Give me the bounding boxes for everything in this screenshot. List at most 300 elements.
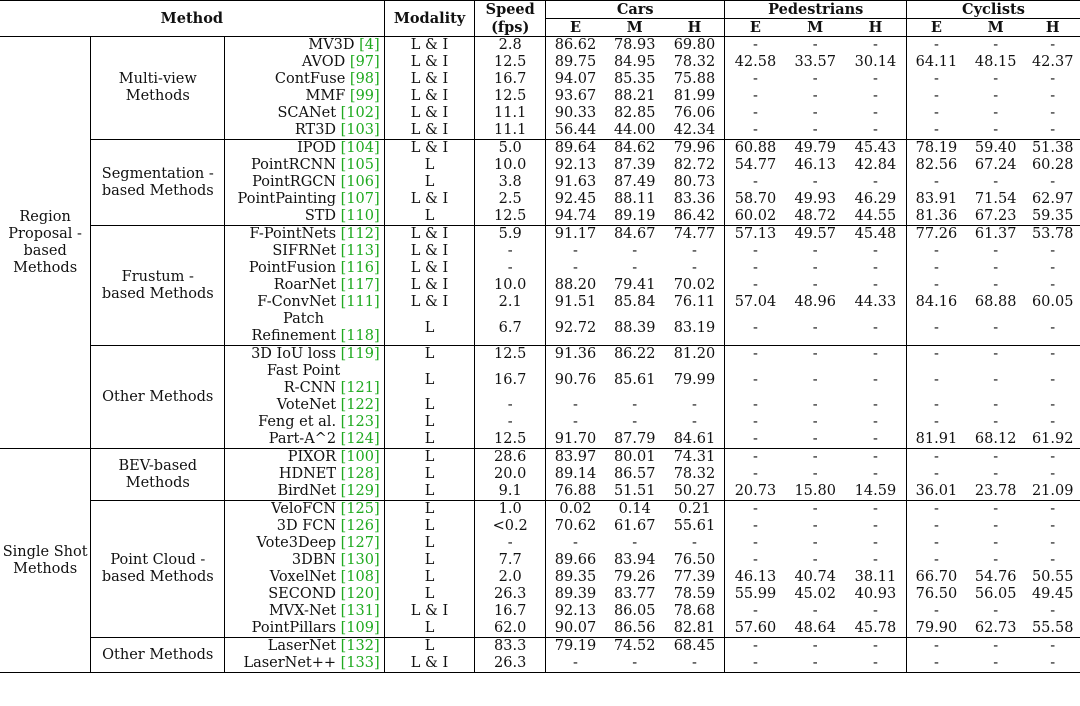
value-cell: - (933, 243, 939, 259)
value-cell: - (993, 174, 999, 190)
value-cell: - (812, 603, 818, 619)
method-name-text: PointRGCN (252, 174, 341, 190)
value-cell: - (1050, 552, 1056, 568)
table-row (0, 449, 1080, 467)
value-cell: 86.56 (613, 620, 656, 636)
method-reference-link: [133] (340, 655, 380, 671)
value-cell: - (993, 552, 999, 568)
value-cell: - (1025, 346, 1080, 364)
value-cell: - (845, 243, 907, 260)
cars-header: Cars (545, 1, 724, 19)
value-cell: 54.76 (974, 569, 1017, 585)
modality-cell: L (384, 518, 475, 535)
modality-cell: L & I (384, 122, 475, 140)
value-cell: 33.57 (794, 54, 836, 70)
value-cell: - (812, 71, 818, 87)
speed-cell: 1.0 (475, 501, 546, 519)
value-cell: - (632, 535, 638, 551)
method-name (225, 226, 384, 244)
subgroup-label: Segmentation -based Methods (91, 140, 225, 226)
method-reference-link: [108] (340, 569, 380, 585)
method-reference-link: [106] (340, 174, 380, 190)
value-cell: - (845, 449, 907, 467)
value-cell: 61.92 (1031, 431, 1074, 447)
modality-cell: L (384, 586, 475, 603)
value-cell: 64.11 (915, 54, 958, 70)
modality-cell: L (384, 638, 475, 656)
modality-cell: L (384, 535, 475, 552)
value-cell: 53.78 (1025, 226, 1080, 244)
value-cell: 55.99 (734, 586, 777, 602)
speed-cell: 5.0 (475, 140, 546, 158)
method-name-text: ContFuse (274, 71, 350, 87)
value-cell: 91.70 (554, 431, 597, 447)
value-cell: - (605, 655, 664, 673)
value-cell: 69.80 (664, 37, 725, 55)
value-cell: - (933, 414, 939, 430)
value-cell: 77.39 (664, 569, 725, 586)
value-cell: - (993, 371, 999, 388)
value-cell: - (845, 37, 907, 55)
value-cell: 90.33 (554, 105, 597, 121)
method-name-text: HDNET (278, 466, 341, 482)
speed-cell: 7.7 (475, 552, 546, 569)
value-cell: 56.44 (554, 122, 597, 138)
value-cell: - (664, 243, 725, 260)
value-cell: 60.88 (725, 140, 785, 158)
value-cell: 86.57 (613, 466, 656, 482)
value-cell: 74.31 (664, 449, 725, 467)
value-cell: 80.01 (605, 449, 664, 467)
value-cell: - (753, 552, 758, 568)
value-cell: - (933, 277, 939, 293)
value-cell: 76.06 (664, 105, 725, 122)
modality-cell: L (384, 363, 475, 397)
value-cell: 36.01 (915, 483, 958, 499)
method-name (225, 311, 384, 346)
value-cell: - (845, 122, 907, 140)
method-name-text: F-ConvNet (257, 294, 341, 310)
value-cell: 45.02 (794, 586, 836, 602)
value-cell: 76.50 (915, 586, 958, 602)
cars-hard-header: H (664, 19, 725, 37)
category-label: Single Shot Methods (0, 449, 91, 673)
value-cell: - (753, 260, 758, 276)
cyc-hard-header: H (1025, 19, 1080, 37)
cyclists-header: Cyclists (906, 1, 1080, 19)
method-name (225, 260, 384, 277)
value-cell: 94.07 (554, 71, 597, 87)
value-cell: 92.13 (554, 603, 597, 619)
value-cell: - (993, 535, 999, 551)
value-cell: 85.35 (613, 71, 656, 87)
method-name-text: IPOD (297, 140, 341, 156)
value-cell: - (812, 518, 818, 534)
value-cell: - (753, 431, 758, 447)
value-cell: 70.02 (664, 277, 725, 294)
value-cell: 45.48 (845, 226, 907, 244)
value-cell: 74.52 (605, 638, 664, 656)
speed-cell: 11.1 (475, 105, 546, 122)
method-reference-link: [116] (340, 260, 380, 276)
speed-cell: 12.5 (475, 431, 546, 449)
value-cell: - (1025, 638, 1080, 656)
value-cell: 91.51 (554, 294, 597, 310)
method-name-text: Vote3Deep (256, 535, 341, 551)
value-cell: 49.57 (785, 226, 844, 244)
value-cell: 68.88 (974, 294, 1017, 310)
value-cell: 0.02 (545, 501, 604, 519)
method-name (225, 294, 384, 311)
value-cell: - (1050, 88, 1056, 104)
value-cell: 79.90 (915, 620, 958, 636)
value-cell: - (725, 346, 785, 364)
value-cell: - (993, 122, 999, 138)
value-cell: 42.58 (734, 54, 777, 70)
modality-cell: L & I (384, 191, 475, 208)
value-cell: - (1050, 414, 1056, 430)
speed-cell: 6.7 (475, 311, 546, 346)
value-cell: 89.64 (545, 140, 604, 158)
method-name (225, 191, 384, 208)
value-cell: - (1050, 371, 1056, 388)
value-cell: 62.97 (1031, 191, 1074, 207)
category-label: Region Proposal -based Methods (0, 37, 91, 449)
value-cell: - (753, 243, 758, 259)
value-cell: 48.64 (794, 620, 836, 636)
modality-cell: L (384, 157, 475, 174)
value-cell: - (966, 501, 1025, 519)
value-cell: - (966, 37, 1025, 55)
method-reference-link: [111] (340, 294, 380, 310)
results-body (0, 37, 1080, 673)
value-cell: 46.29 (845, 191, 907, 208)
value-cell: 56.05 (974, 586, 1017, 602)
value-cell: - (1050, 397, 1056, 413)
method-header: Method (0, 1, 384, 37)
value-cell: - (933, 518, 939, 534)
value-cell: - (1025, 449, 1080, 467)
method-name (225, 638, 384, 656)
value-cell: 89.39 (554, 586, 597, 602)
value-cell: - (845, 346, 907, 364)
value-cell: - (933, 122, 939, 138)
value-cell: 84.95 (613, 54, 656, 70)
method-name-text: VoteNet (276, 397, 341, 413)
speed-cell: 2.0 (475, 569, 546, 586)
method-reference-link: [117] (340, 277, 380, 293)
value-cell: 44.33 (845, 294, 907, 311)
modality-cell: L (384, 431, 475, 449)
value-cell: 14.59 (845, 483, 907, 501)
table-row (0, 37, 1080, 55)
value-cell: - (906, 346, 965, 364)
value-cell: - (845, 277, 907, 294)
value-cell: 82.72 (664, 157, 725, 174)
speed-cell: 10.0 (475, 157, 546, 174)
speed-cell: 10.0 (475, 277, 546, 294)
method-name-text: BirdNet (277, 483, 341, 499)
value-cell: - (933, 371, 939, 388)
value-cell: - (1050, 466, 1056, 482)
method-name-text: VoxelNet (269, 569, 341, 585)
method-reference-link: [130] (340, 552, 380, 568)
value-cell: 57.13 (725, 226, 785, 244)
method-reference-link: [129] (340, 483, 380, 499)
value-cell: 89.66 (554, 552, 597, 568)
method-reference-link: [119] (340, 346, 380, 362)
method-name (225, 483, 384, 501)
modality-cell: L (384, 569, 475, 586)
method-name (225, 140, 384, 158)
method-reference-link: [132] (340, 638, 380, 654)
value-cell: 48.15 (974, 54, 1017, 70)
value-cell: - (1050, 243, 1056, 259)
method-name (225, 501, 384, 519)
modality-cell: L (384, 449, 475, 467)
value-cell: - (753, 535, 758, 551)
value-cell: 81.91 (915, 431, 958, 447)
value-cell: 85.84 (613, 294, 656, 310)
value-cell: - (933, 88, 939, 104)
value-cell: 91.63 (554, 174, 597, 190)
value-cell: - (725, 638, 785, 656)
method-name (225, 620, 384, 638)
method-reference-link: [131] (340, 603, 380, 619)
modality-cell: L (384, 620, 475, 638)
method-name-text: AVOD (301, 54, 350, 70)
method-name (225, 71, 384, 88)
method-name-text: R-CNN (283, 380, 341, 396)
value-cell: - (993, 105, 999, 121)
method-reference-link: [109] (340, 620, 380, 636)
value-cell: - (785, 346, 844, 364)
method-name-text: STD (304, 208, 341, 224)
value-cell: - (993, 243, 999, 259)
modality-cell: L (384, 483, 475, 501)
value-cell: 60.02 (734, 208, 777, 224)
value-cell: 57.60 (734, 620, 777, 636)
value-cell: 93.67 (554, 88, 597, 104)
method-name (225, 54, 384, 71)
value-cell: - (845, 431, 907, 449)
value-cell: - (785, 501, 844, 519)
value-cell: - (753, 397, 758, 413)
value-cell: - (1025, 501, 1080, 519)
value-cell: - (845, 397, 907, 414)
method-name-line1: Patch (282, 311, 325, 327)
speed-cell: - (475, 397, 546, 414)
method-reference-link: [103] (340, 122, 380, 138)
value-cell: - (845, 655, 907, 673)
modality-cell: L & I (384, 88, 475, 105)
method-reference-link: [128] (340, 466, 380, 482)
speed-cell: 5.9 (475, 226, 546, 244)
value-cell: 45.78 (845, 620, 907, 638)
value-cell: - (845, 518, 907, 535)
method-name-text: SCANet (277, 105, 341, 121)
method-reference-link: [126] (340, 518, 380, 534)
value-cell: - (906, 638, 965, 656)
modality-cell: L & I (384, 71, 475, 88)
value-cell: 84.67 (605, 226, 664, 244)
value-cell: - (993, 397, 999, 413)
value-cell: 45.43 (845, 140, 907, 158)
value-cell: - (812, 466, 818, 482)
value-cell: - (1050, 260, 1056, 276)
value-cell: 90.76 (554, 371, 597, 388)
value-cell: 82.85 (613, 105, 656, 121)
speed-unit-header: (fps) (475, 19, 546, 37)
value-cell: 88.20 (554, 277, 597, 293)
subgroup-label: Point Cloud -based Methods (91, 501, 225, 638)
speed-cell: - (475, 414, 546, 431)
method-name-line1: Fast Point (266, 363, 341, 379)
value-cell: 60.28 (1031, 157, 1074, 173)
value-cell: - (845, 638, 907, 656)
method-name-text: MV3D (308, 37, 360, 53)
value-cell: - (785, 638, 844, 656)
method-name-text: MVX-Net (268, 603, 341, 619)
value-cell: - (753, 277, 758, 293)
value-cell: 23.78 (974, 483, 1017, 499)
value-cell: 70.62 (554, 518, 597, 534)
method-name (225, 586, 384, 603)
value-cell: 91.17 (545, 226, 604, 244)
value-cell: - (906, 449, 965, 467)
value-cell: - (664, 397, 725, 414)
value-cell: 50.55 (1031, 569, 1074, 585)
modality-cell: L & I (384, 277, 475, 294)
speed-cell: 83.3 (475, 638, 546, 656)
method-name (225, 449, 384, 467)
speed-cell: 2.1 (475, 294, 546, 311)
modality-cell: L (384, 346, 475, 364)
method-reference-link: [113] (340, 243, 380, 259)
value-cell: 83.36 (664, 191, 725, 208)
value-cell: 78.32 (664, 54, 725, 71)
value-cell: - (845, 414, 907, 431)
value-cell: - (906, 655, 965, 673)
method-reference-link: [123] (340, 414, 380, 430)
value-cell: 42.37 (1031, 54, 1074, 70)
modality-cell: L (384, 414, 475, 431)
value-cell: - (993, 260, 999, 276)
method-reference-link: [124] (340, 431, 380, 447)
method-name-text: RT3D (294, 122, 341, 138)
method-name (225, 535, 384, 552)
value-cell: 67.24 (974, 157, 1017, 173)
modality-cell: L & I (384, 655, 475, 673)
speed-cell: 12.5 (475, 88, 546, 105)
speed-cell: <0.2 (475, 518, 546, 535)
value-cell: 51.38 (1025, 140, 1080, 158)
value-cell: - (812, 277, 818, 293)
value-cell: 82.81 (664, 620, 725, 638)
value-cell: - (753, 466, 758, 482)
value-cell: 86.05 (613, 603, 656, 619)
table-row (0, 226, 1080, 244)
modality-cell: L (384, 466, 475, 483)
value-cell: 44.00 (613, 122, 656, 138)
value-cell: - (845, 603, 907, 620)
value-cell: 84.16 (915, 294, 958, 310)
value-cell: - (812, 431, 818, 447)
value-cell: - (933, 552, 939, 568)
value-cell: - (845, 466, 907, 483)
value-cell: - (812, 397, 818, 413)
value-cell: 15.80 (794, 483, 836, 499)
method-name-text: PointRCNN (250, 157, 341, 173)
value-cell: - (845, 311, 907, 346)
method-name-text: PointPainting (237, 191, 341, 207)
method-reference-link: [102] (340, 105, 380, 121)
speed-cell: 3.8 (475, 174, 546, 191)
speed-cell: - (475, 243, 546, 260)
value-cell: - (845, 105, 907, 122)
value-cell: 79.41 (613, 277, 656, 293)
value-cell: - (753, 174, 758, 190)
modality-cell: L & I (384, 105, 475, 122)
value-cell: - (753, 71, 758, 87)
ped-easy-header: E (725, 19, 785, 37)
value-cell: 84.62 (605, 140, 664, 158)
method-name (225, 277, 384, 294)
method-reference-link: [127] (340, 535, 380, 551)
value-cell: - (664, 655, 725, 673)
method-reference-link: [110] (340, 208, 380, 224)
method-reference-link: [104] (340, 140, 380, 156)
value-cell: 92.45 (554, 191, 597, 207)
value-cell: - (966, 638, 1025, 656)
value-cell: - (753, 105, 758, 121)
value-cell: 81.99 (664, 88, 725, 105)
method-name-text: Refinement (251, 328, 341, 344)
method-reference-link: [105] (340, 157, 380, 173)
method-name-text: F-PointNets (249, 226, 341, 242)
method-name (225, 414, 384, 431)
value-cell: 67.23 (974, 208, 1017, 224)
value-cell: - (933, 260, 939, 276)
value-cell: 42.84 (845, 157, 907, 174)
method-name (225, 174, 384, 191)
ped-moderate-header: M (785, 19, 844, 37)
method-reference-link: [118] (340, 328, 380, 344)
table-row (0, 346, 1080, 364)
table-row (0, 140, 1080, 158)
speed-cell: 2.8 (475, 37, 546, 55)
value-cell: - (845, 552, 907, 569)
modality-header: Modality (384, 1, 475, 37)
value-cell: - (753, 371, 758, 388)
value-cell: 79.99 (664, 363, 725, 397)
value-cell: - (1050, 535, 1056, 551)
value-cell: - (753, 414, 758, 430)
value-cell: 81.20 (664, 346, 725, 364)
method-name (225, 397, 384, 414)
speed-cell: 16.7 (475, 603, 546, 620)
value-cell: - (545, 655, 604, 673)
value-cell: 0.14 (605, 501, 664, 519)
value-cell: 90.07 (554, 620, 597, 636)
value-cell: 88.11 (613, 191, 656, 207)
value-cell: - (993, 414, 999, 430)
value-cell: 40.93 (845, 586, 907, 603)
value-cell: - (1025, 655, 1080, 673)
value-cell: - (664, 260, 725, 277)
speed-cell: 62.0 (475, 620, 546, 638)
subgroup-label: Frustum -based Methods (91, 226, 225, 346)
